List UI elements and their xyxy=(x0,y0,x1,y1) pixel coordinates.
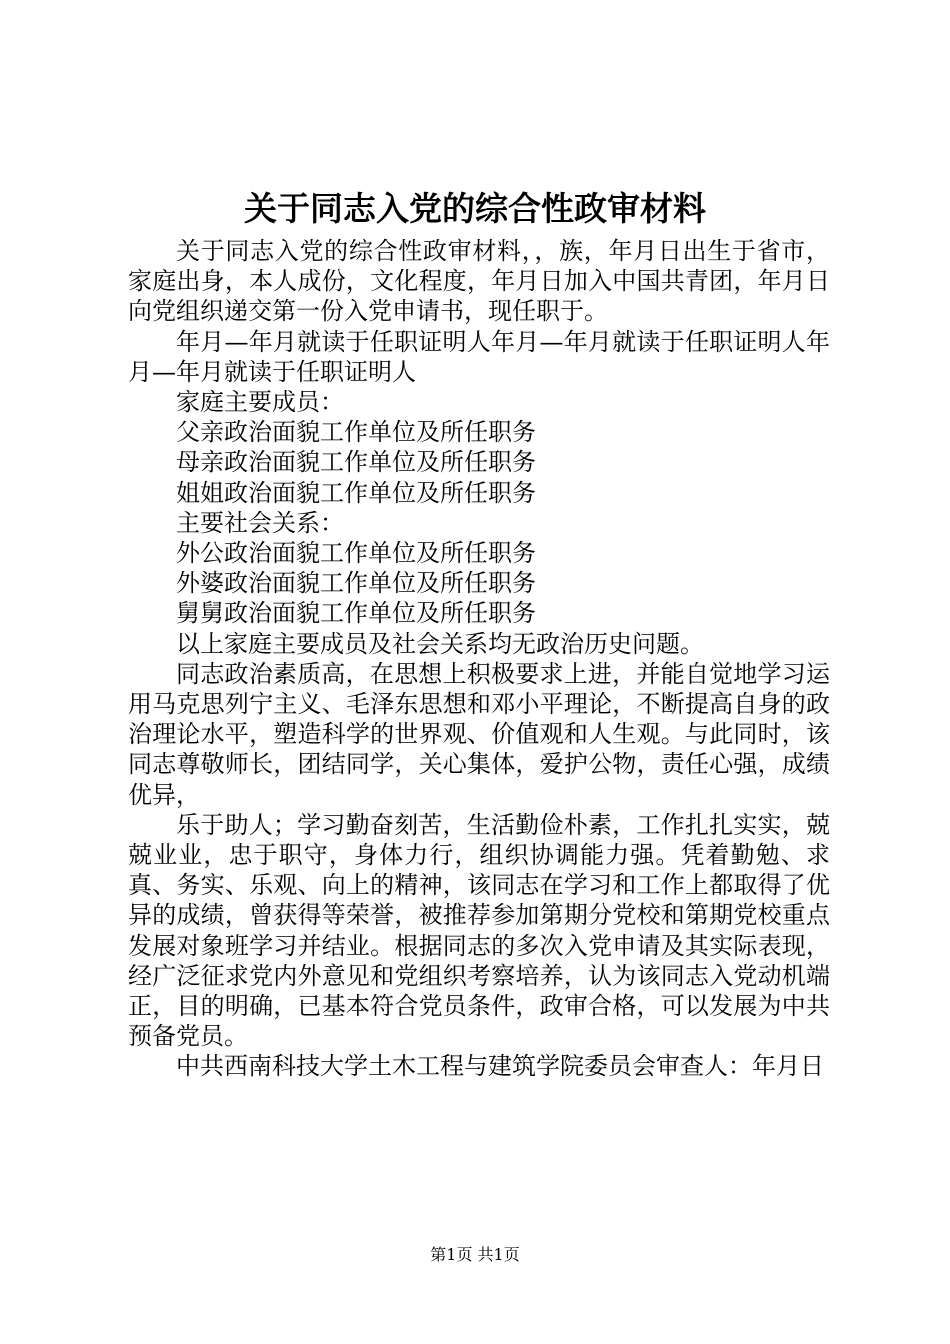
heading-family-members: 家庭主要成员： xyxy=(176,388,344,417)
paragraph-signature: 中共西南科技大学土木工程与建筑学院委员会审查人：年月日 xyxy=(176,1052,824,1081)
relation-grandmother: 外婆政治面貌工作单位及所任职务 xyxy=(176,569,536,598)
relation-grandfather: 外公政治面貌工作单位及所任职务 xyxy=(176,539,536,568)
relation-uncle: 舅舅政治面貌工作单位及所任职务 xyxy=(176,599,536,628)
paragraph-education: 年月—年月就读于任职证明人年月—年月就读于任职证明人年月—年月就读于任职证明人 xyxy=(128,327,830,386)
paragraph-evaluation: 乐于助人；学习勤奋刻苦，生活勤俭朴素，工作扎扎实实，兢兢业业，忠于职守，身体力行，组织协调能力强。凭着勤勉、求真、务实、乐观、向上的精神，该同志在学习和工作上都取得了优异的成绩，曾获得等荣誉，被推荐参加第期分党校和第期党校重点发展对象班学习并结业。根据同志的多次入党申请及其实际表现，经广泛征求党内外意见和党组织考察培养，认为该同志入党动机端正，目的明确，已基本符合党员条件，政审合格，可以发展为中共预备党员。 xyxy=(128,810,830,1051)
paragraph-political-quality: 同志政治素质高，在思想上积极要求上进，并能自觉地学习运用马克思列宁主义、毛泽东思想和邓小平理论，不断提高自身的政治理论水平，塑造科学的世界观、价值观和人生观。与此同时，该同志尊敬师长，团结同学，关心集体，爱护公物，责任心强，成绩优异， xyxy=(128,659,830,809)
paragraph-intro: 关于同志入党的综合性政审材料，，族，年月日出生于省市，家庭出身，本人成份，文化程度，年月日加入中国共青团，年月日向党组织递交第一份入党申请书，现任职于。 xyxy=(128,237,830,326)
document-title: 关于同志入党的综合性政审材料 xyxy=(244,189,706,228)
family-member-mother: 母亲政治面貌工作单位及所任职务 xyxy=(176,448,536,477)
document-body xyxy=(128,236,830,1082)
family-member-father: 父亲政治面貌工作单位及所任职务 xyxy=(176,418,536,447)
heading-social-relations: 主要社会关系： xyxy=(176,508,344,537)
page-number-footer: 第1页 共1页 xyxy=(430,1245,520,1264)
family-member-sister: 姐姐政治面貌工作单位及所任职务 xyxy=(176,478,536,507)
paragraph-no-issues: 以上家庭主要成员及社会关系均无政治历史问题。 xyxy=(176,629,704,658)
